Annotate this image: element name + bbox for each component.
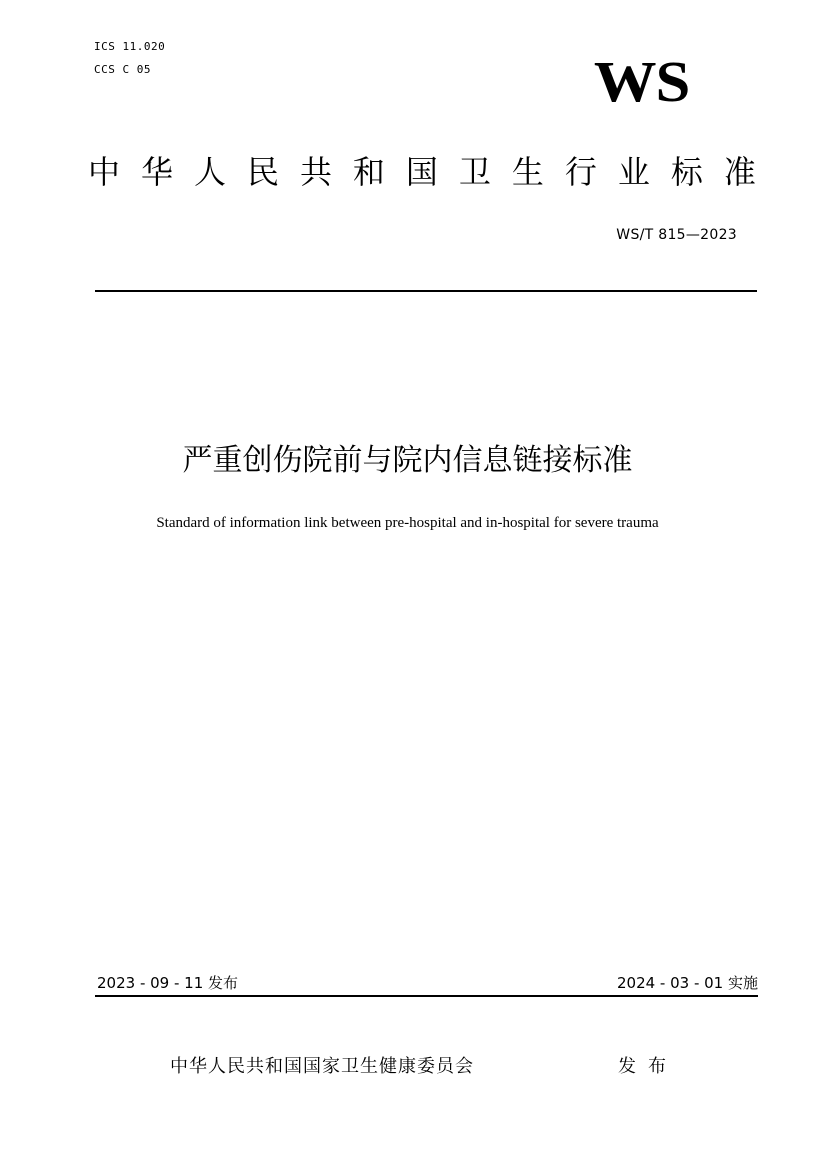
standard-type-char: 人 bbox=[193, 153, 226, 191]
bottom-divider bbox=[95, 995, 758, 997]
standard-type-char: 国 bbox=[405, 153, 438, 191]
standard-type-char: 和 bbox=[352, 153, 385, 191]
ics-code: ICS 11.020 bbox=[94, 40, 166, 53]
issue-action: 发布 bbox=[618, 1056, 678, 1077]
implementation-date: 2024 - 03 - 01 实施 bbox=[616, 974, 758, 992]
top-divider bbox=[95, 290, 757, 292]
standard-type-char: 卫 bbox=[458, 153, 491, 191]
standard-type-char: 业 bbox=[617, 153, 650, 191]
standard-number: WS/T 815—2023 bbox=[616, 227, 737, 243]
ccs-code: CCS C 05 bbox=[94, 63, 151, 76]
standard-type-char: 华 bbox=[140, 153, 173, 191]
issuing-authority: 中华人民共和国国家卫生健康委员会 bbox=[170, 1056, 474, 1077]
standard-type-char: 行 bbox=[564, 153, 597, 191]
standard-type-char: 标 bbox=[670, 153, 703, 191]
standard-type-char: 共 bbox=[299, 153, 332, 191]
standard-type-char: 准 bbox=[723, 153, 756, 191]
standard-type-char: 民 bbox=[246, 153, 279, 191]
standard-type-char: 中 bbox=[88, 153, 121, 191]
issue-date: 2023 - 09 - 11 发布 bbox=[97, 974, 239, 992]
standard-type-char: 生 bbox=[511, 153, 544, 191]
english-title: Standard of information link between pre-hospital and in-hospital for severe trauma bbox=[156, 515, 659, 531]
chinese-title: 严重创伤院前与院内信息链接标准 bbox=[182, 443, 633, 478]
ws-logo: WS bbox=[593, 49, 690, 114]
standard-type-heading bbox=[88, 153, 756, 191]
